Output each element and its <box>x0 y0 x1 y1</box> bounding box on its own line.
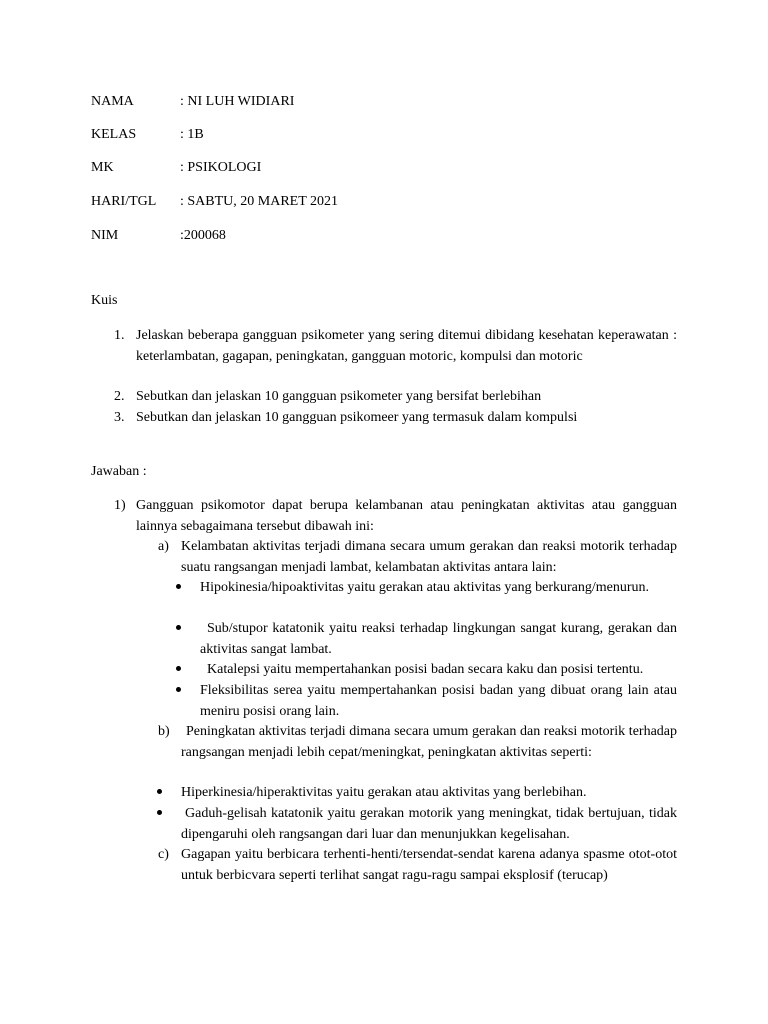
quiz-title: Kuis <box>91 293 118 308</box>
header-value: : NI LUH WIDIARI <box>180 94 295 109</box>
bullet-icon <box>176 625 181 630</box>
header-value: :200068 <box>180 228 226 243</box>
bullet-text <box>200 578 677 599</box>
bullet-icon <box>157 789 162 794</box>
question-text: Jelaskan beberapa gangguan psikometer yang sering ditemui dibidang kesehatan keperawatan : keterlambatan, gagapan, peningkatan, gangguan motoric, kompulsi dan motoric <box>136 328 677 364</box>
question-text: Sebutkan dan jelaskan 10 gangguan psikometer yang bersifat berlebihan <box>136 389 542 404</box>
answer-number: 1) <box>114 498 126 513</box>
header-label: NIM <box>91 228 119 243</box>
header-value: : SABTU, 20 MARET 2021 <box>180 194 339 209</box>
question-number: 1. <box>114 328 125 343</box>
answer-title: Jawaban : <box>91 464 147 479</box>
answer-text: Gangguan psikomotor dapat berupa kelambanan atau peningkatan aktivitas atau gangguan lainnya sebagaimana tersebut dibawah ini: <box>136 498 677 534</box>
bullet-text: Sub/stupor katatonik yaitu reaksi terhadap lingkungan sangat kurang, gerakan dan aktivitas sangat lambat. <box>200 621 677 657</box>
bullet-text: Fleksibilitas serea yaitu mempertahankan posisi badan yang dibuat orang lain atau meniru posisi orang lain. <box>200 683 677 719</box>
question-number: 3. <box>114 410 125 425</box>
sub-item-letter: b) <box>158 724 170 739</box>
bullet-icon <box>176 584 181 589</box>
header-label: NAMA <box>91 94 134 109</box>
header-value: : 1B <box>180 127 204 142</box>
question-number: 2. <box>114 389 125 404</box>
bullet-icon <box>157 810 162 815</box>
header-label: KELAS <box>91 127 137 142</box>
header-value: : PSIKOLOGI <box>180 160 262 175</box>
sub-item-letter: a) <box>158 539 169 554</box>
bullet-text: Gaduh-gelisah katatonik yaitu gerakan motorik yang meningkat, tidak bertujuan, tidak dipengaruhi oleh rangsangan dari luar dan menunjukkan kegelisahan. <box>181 806 677 842</box>
sub-item-text: Gagapan yaitu berbicara terhenti-henti/tersendat-sendat karena adanya spasme otot-otot untuk berbicvara seperti terlihat sangat ragu-ragu sampai eksplosif (terucap) <box>181 847 677 883</box>
sub-item-text: Kelambatan aktivitas terjadi dimana secara umum gerakan dan reaksi motorik terhadap suatu rangsangan menjadi lambat, kelambatan aktivitas antara lain: <box>181 539 677 575</box>
bullet-icon <box>176 687 181 692</box>
header-label: MK <box>91 160 114 175</box>
sub-item-letter: c) <box>158 847 169 862</box>
bullet-text-content: Hipokinesia/hipoaktivitas yaitu gerakan atau aktivitas yang berkurang/menurun. <box>200 580 650 595</box>
question-text: Sebutkan dan jelaskan 10 gangguan psikomeer yang termasuk dalam kompulsi <box>136 410 578 425</box>
bullet-text: Katalepsi yaitu mempertahankan posisi badan secara kaku dan posisi tertentu. <box>207 662 644 677</box>
header-label: HARI/TGL <box>91 194 157 209</box>
bullet-icon <box>176 666 181 671</box>
sub-item-text: Peningkatan aktivitas terjadi dimana secara umum gerakan dan reaksi motorik terhadap rangsangan menjadi lebih cepat/meningkat, peningkatan aktivitas seperti: <box>181 724 677 760</box>
bullet-text: Hiperkinesia/hiperaktivitas yaitu gerakan atau aktivitas yang berlebihan. <box>181 785 587 800</box>
